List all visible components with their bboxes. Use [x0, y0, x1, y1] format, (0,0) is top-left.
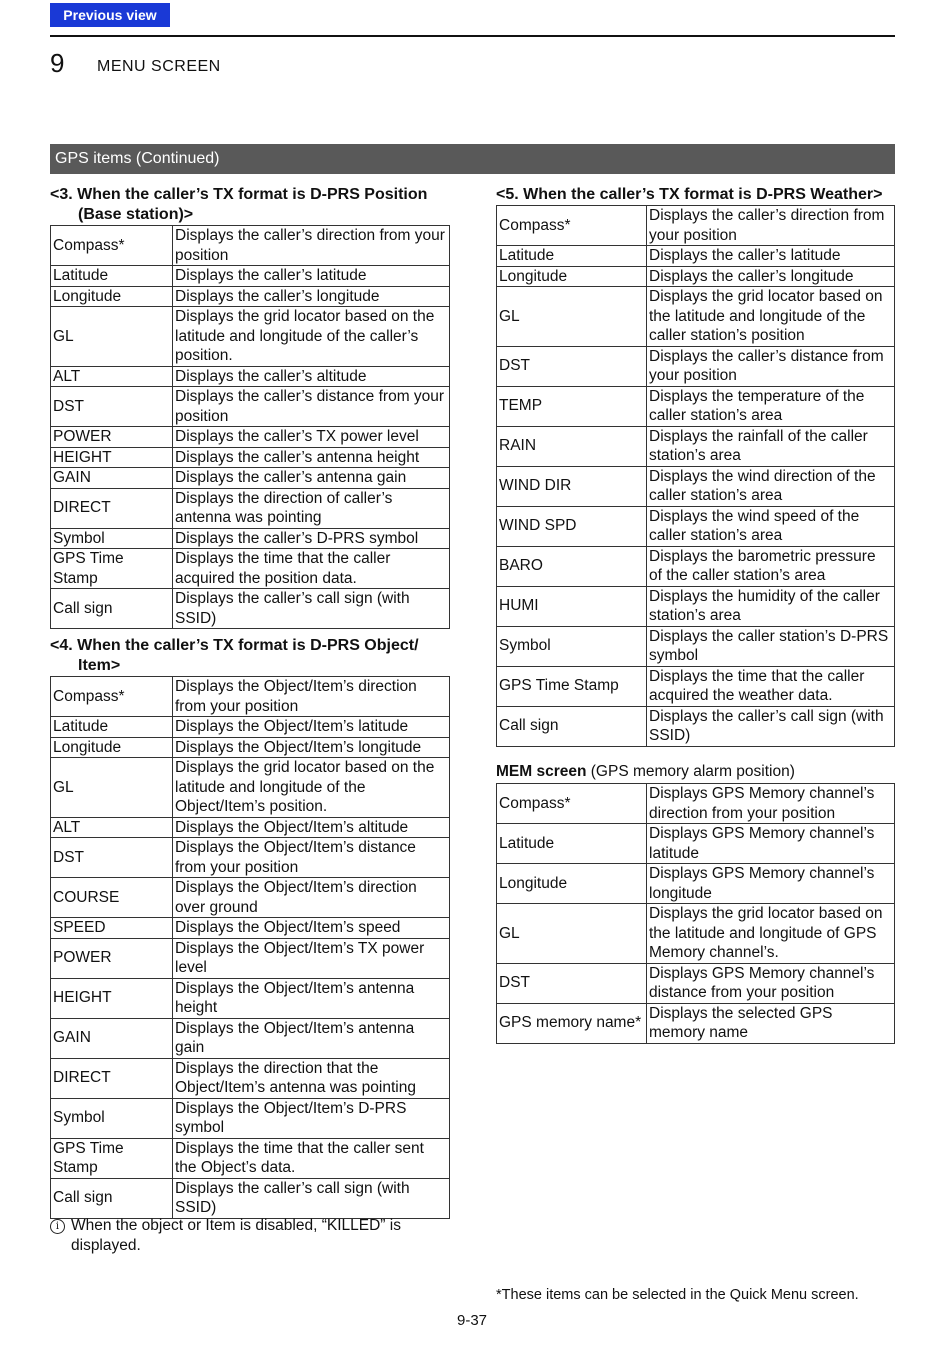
table-row: [51, 468, 450, 489]
object-item-table: [50, 676, 450, 1219]
page-number: 9-37: [457, 1312, 488, 1329]
table-row: [497, 586, 895, 626]
table-row: [51, 838, 450, 878]
weather-heading-text: <5. When the caller’s TX format is D-PRS Weather>: [496, 186, 883, 203]
table-row: [51, 549, 450, 589]
item-description-cell: Displays the Object/Item’s TX power level: [173, 938, 450, 978]
chapter-title: MENU SCREEN: [97, 58, 221, 75]
item-name-cell: Latitude: [51, 717, 173, 738]
header-rule: [50, 35, 895, 37]
item-description-cell: Displays the grid locator based on the latitude and longitude of the caller’s position.: [173, 307, 450, 367]
mem-screen-heading: [496, 762, 795, 782]
table-row: [51, 1138, 450, 1178]
item-description-cell: Displays the caller’s antenna gain: [173, 468, 450, 489]
item-name-cell: SPEED: [51, 918, 173, 939]
item-name-cell: Symbol: [497, 626, 647, 666]
item-description-cell: Displays the caller’s distance from your position: [173, 387, 450, 427]
item-name-cell: HEIGHT: [51, 447, 173, 468]
item-description-cell: Displays the selected GPS memory name: [647, 1003, 895, 1043]
section-title-bar: GPS items (Continued): [50, 144, 895, 174]
item-name-cell: Compass*: [51, 226, 173, 266]
item-description-cell: Displays the Object/Item’s direction over ground: [173, 878, 450, 918]
item-name-cell: GL: [51, 758, 173, 818]
item-description-cell: Displays the Object/Item’s altitude: [173, 817, 450, 838]
item-description-cell: Displays the Object/Item’s longitude: [173, 737, 450, 758]
item-name-cell: ALT: [51, 817, 173, 838]
item-name-cell: Compass*: [497, 784, 647, 824]
quick-menu-footnote: *These items can be selected in the Quick Menu screen.: [496, 1287, 859, 1303]
item-name-cell: DST: [497, 346, 647, 386]
item-description-cell: Displays GPS Memory channel’s direction from your position: [647, 784, 895, 824]
item-description-cell: Displays the Object/Item’s D-PRS symbol: [173, 1098, 450, 1138]
table-row: [51, 307, 450, 367]
item-description-cell: Displays the barometric pressure of the caller station’s area: [647, 546, 895, 586]
item-description-cell: Displays the time that the caller acquired the weather data.: [647, 666, 895, 706]
item-name-cell: Call sign: [51, 1178, 173, 1218]
item-description-cell: Displays the Object/Item’s distance from your position: [173, 838, 450, 878]
item-name-cell: POWER: [51, 938, 173, 978]
item-name-cell: Symbol: [51, 1098, 173, 1138]
item-description-cell: Displays the caller’s latitude: [647, 246, 895, 267]
item-name-cell: GPS Time Stamp: [51, 1138, 173, 1178]
table-row: [51, 717, 450, 738]
item-name-cell: GL: [497, 904, 647, 964]
table-row: [497, 346, 895, 386]
table-row: [51, 286, 450, 307]
base-heading-line1: <3. When the caller’s TX format is D-PRS Position: [50, 186, 428, 203]
item-description-cell: Displays the time that the caller acquired the position data.: [173, 549, 450, 589]
item-description-cell: Displays the caller’s distance from your position: [647, 346, 895, 386]
item-description-cell: Displays the caller’s longitude: [173, 286, 450, 307]
table-row: [497, 246, 895, 267]
table-row: [51, 366, 450, 387]
item-description-cell: Displays GPS Memory channel’s distance from your position: [647, 963, 895, 1003]
table-row: [51, 918, 450, 939]
item-description-cell: Displays the rainfall of the caller station’s area: [647, 426, 895, 466]
item-name-cell: Latitude: [51, 266, 173, 287]
item-description-cell: Displays the caller’s latitude: [173, 266, 450, 287]
item-name-cell: Compass*: [51, 677, 173, 717]
table-row: [497, 784, 895, 824]
item-name-cell: WIND DIR: [497, 466, 647, 506]
table-row: [51, 447, 450, 468]
base-station-heading: [50, 185, 450, 225]
item-description-cell: Displays the Object/Item’s direction from your position: [173, 677, 450, 717]
table-row: [51, 1178, 450, 1218]
item-name-cell: Call sign: [497, 706, 647, 746]
item-name-cell: DST: [51, 387, 173, 427]
item-name-cell: Latitude: [497, 824, 647, 864]
item-description-cell: Displays GPS Memory channel’s latitude: [647, 824, 895, 864]
item-description-cell: Displays the Object/Item’s latitude: [173, 717, 450, 738]
item-description-cell: Displays the caller’s longitude: [647, 266, 895, 287]
item-name-cell: GL: [51, 307, 173, 367]
item-description-cell: Displays the temperature of the caller station’s area: [647, 386, 895, 426]
table-row: [497, 386, 895, 426]
item-name-cell: Symbol: [51, 528, 173, 549]
item-name-cell: GPS Time Stamp: [51, 549, 173, 589]
item-name-cell: Compass*: [497, 206, 647, 246]
item-description-cell: Displays the caller’s direction from your position: [647, 206, 895, 246]
table-row: [497, 506, 895, 546]
table-row: [51, 488, 450, 528]
item-name-cell: Call sign: [51, 589, 173, 629]
object-item-heading: [50, 636, 450, 676]
table-row: [51, 589, 450, 629]
item-name-cell: Longitude: [51, 737, 173, 758]
item-name-cell: DIRECT: [51, 1058, 173, 1098]
weather-table: [496, 205, 895, 747]
item-name-cell: HUMI: [497, 586, 647, 626]
item-name-cell: GL: [497, 287, 647, 347]
table-row: [497, 824, 895, 864]
item-name-cell: BARO: [497, 546, 647, 586]
item-description-cell: Displays the direction that the Object/Item’s antenna was pointing: [173, 1058, 450, 1098]
table-row: [497, 626, 895, 666]
item-name-cell: GAIN: [51, 1018, 173, 1058]
table-row: [51, 758, 450, 818]
killed-note: [50, 1216, 450, 1256]
item-description-cell: Displays the caller’s call sign (with SSID): [173, 1178, 450, 1218]
previous-view-button[interactable]: Previous view: [50, 3, 170, 27]
mem-screen-table: [496, 783, 895, 1044]
table-row: [497, 266, 895, 287]
item-name-cell: GAIN: [51, 468, 173, 489]
table-row: [51, 817, 450, 838]
table-row: [497, 466, 895, 506]
table-row: [497, 963, 895, 1003]
item-description-cell: Displays the caller’s antenna height: [173, 447, 450, 468]
item-name-cell: ALT: [51, 366, 173, 387]
item-description-cell: Displays the wind direction of the caller station’s area: [647, 466, 895, 506]
item-description-cell: Displays GPS Memory channel’s longitude: [647, 864, 895, 904]
base-heading-line2: (Base station)>: [78, 206, 194, 223]
table-row: [497, 904, 895, 964]
item-name-cell: HEIGHT: [51, 978, 173, 1018]
table-row: [497, 546, 895, 586]
item-description-cell: Displays the wind speed of the caller station’s area: [647, 506, 895, 546]
weather-heading: [496, 185, 906, 205]
object-heading-line1: <4. When the caller’s TX format is D-PRS Object/: [50, 637, 419, 654]
table-row: [51, 266, 450, 287]
item-name-cell: Latitude: [497, 246, 647, 267]
table-row: [497, 426, 895, 466]
item-description-cell: Displays the caller’s TX power level: [173, 427, 450, 448]
item-name-cell: COURSE: [51, 878, 173, 918]
info-icon: i: [50, 1219, 65, 1234]
mem-heading-bold: MEM screen: [496, 763, 587, 780]
item-name-cell: Longitude: [51, 286, 173, 307]
chapter-number: 9: [50, 48, 65, 78]
item-description-cell: Displays the caller’s call sign (with SSID): [647, 706, 895, 746]
item-description-cell: Displays the Object/Item’s speed: [173, 918, 450, 939]
item-description-cell: Displays the caller’s altitude: [173, 366, 450, 387]
table-row: [51, 878, 450, 918]
item-name-cell: WIND SPD: [497, 506, 647, 546]
item-description-cell: Displays the caller’s D-PRS symbol: [173, 528, 450, 549]
note-text: When the object or Item is disabled, “KILLED” is displayed.: [71, 1217, 401, 1254]
item-name-cell: DST: [51, 838, 173, 878]
mem-heading-rest: (GPS memory alarm position): [586, 763, 795, 780]
table-row: [497, 864, 895, 904]
table-row: [51, 677, 450, 717]
table-row: [497, 287, 895, 347]
table-row: [51, 737, 450, 758]
table-row: [51, 978, 450, 1018]
table-row: [497, 666, 895, 706]
table-row: [51, 938, 450, 978]
table-row: [51, 226, 450, 266]
item-description-cell: Displays the direction of caller’s antenna was pointing: [173, 488, 450, 528]
item-name-cell: DIRECT: [51, 488, 173, 528]
item-name-cell: GPS memory name*: [497, 1003, 647, 1043]
table-row: [51, 528, 450, 549]
base-station-table: [50, 225, 450, 629]
item-description-cell: Displays the humidity of the caller station’s area: [647, 586, 895, 626]
table-row: [51, 1058, 450, 1098]
table-row: [497, 1003, 895, 1043]
table-row: [51, 1018, 450, 1058]
table-row: [497, 706, 895, 746]
item-description-cell: Displays the Object/Item’s antenna height: [173, 978, 450, 1018]
table-row: [51, 427, 450, 448]
item-name-cell: DST: [497, 963, 647, 1003]
item-name-cell: Longitude: [497, 266, 647, 287]
item-description-cell: Displays the time that the caller sent the Object’s data.: [173, 1138, 450, 1178]
item-description-cell: Displays the grid locator based on the latitude and longitude of the Object/Item’s position.: [173, 758, 450, 818]
item-description-cell: Displays the caller’s call sign (with SSID): [173, 589, 450, 629]
object-heading-line2: Item>: [78, 657, 121, 674]
item-name-cell: RAIN: [497, 426, 647, 466]
table-row: [51, 1098, 450, 1138]
table-row: [497, 206, 895, 246]
table-row: [51, 387, 450, 427]
item-name-cell: GPS Time Stamp: [497, 666, 647, 706]
item-name-cell: TEMP: [497, 386, 647, 426]
item-description-cell: Displays the caller’s direction from your position: [173, 226, 450, 266]
item-description-cell: Displays the grid locator based on the latitude and longitude of the caller station’s position: [647, 287, 895, 347]
item-description-cell: Displays the grid locator based on the latitude and longitude of GPS Memory channel’s.: [647, 904, 895, 964]
item-description-cell: Displays the caller station’s D-PRS symbol: [647, 626, 895, 666]
item-name-cell: Longitude: [497, 864, 647, 904]
item-name-cell: POWER: [51, 427, 173, 448]
item-description-cell: Displays the Object/Item’s antenna gain: [173, 1018, 450, 1058]
